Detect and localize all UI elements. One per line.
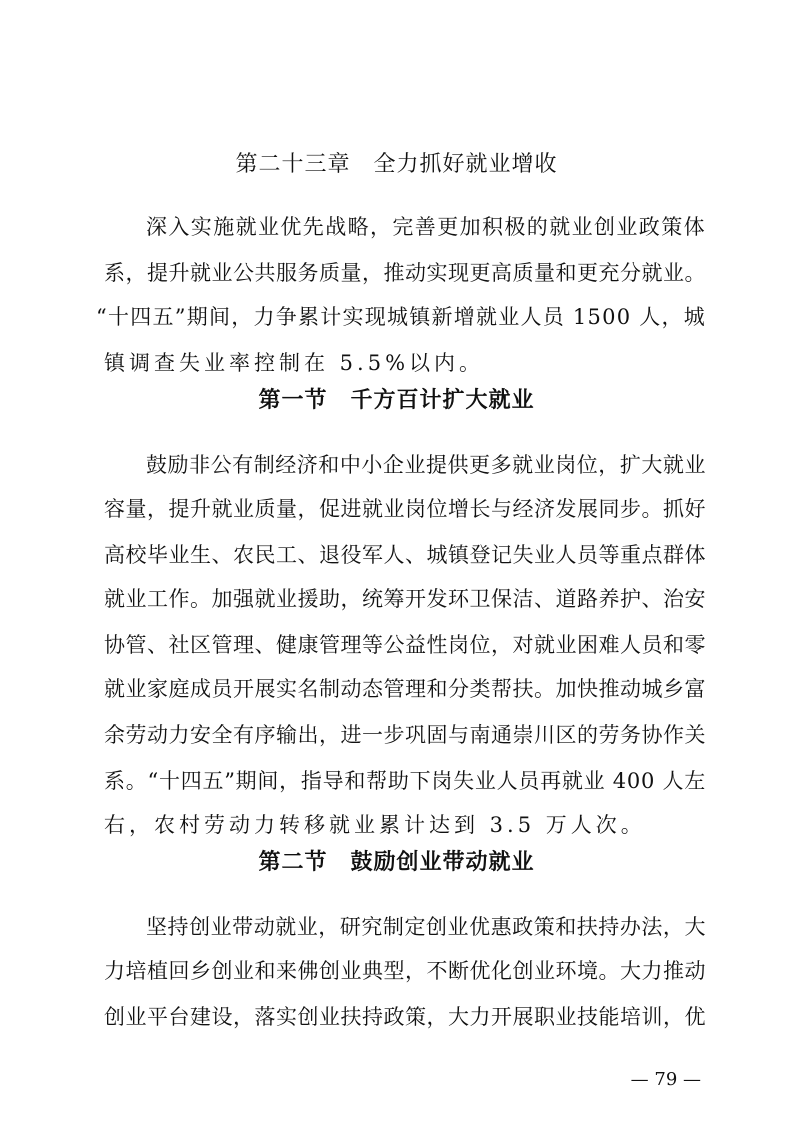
- paragraph-line: 镇调查失业率控制在 5.5%以内。: [104, 351, 485, 375]
- paragraph-line: 高校毕业生、农民工、退役军人、城镇登记失业人员等重点群体: [104, 543, 706, 567]
- chapter-title: 第二十三章 全力抓好就业增收: [235, 152, 558, 177]
- paragraph-line: 坚持创业带动就业，研究制定创业优惠政策和扶持办法，大: [146, 915, 706, 939]
- paragraph-line: 就业家庭成员开展实名制动态管理和分类帮扶。加快推动城乡富: [104, 677, 706, 701]
- paragraph-line: 力培植回乡创业和来佛创业典型，不断优化创业环境。大力推动: [104, 959, 706, 983]
- paragraph-line: 容量，提升就业质量，促进就业岗位增长与经济发展同步。抓好: [104, 497, 706, 521]
- paragraph-line: 深入实施就业优先战略，完善更加积极的就业创业政策体: [146, 215, 706, 239]
- paragraph-line: “十四五”期间，力争累计实现城镇新增就业人员 1500 人，城: [96, 305, 706, 329]
- page-number: — 79 —: [630, 1069, 701, 1090]
- paragraph-line: 协管、社区管理、健康管理等公益性岗位，对就业困难人员和零: [104, 633, 706, 657]
- paragraph-line: 右，农村劳动力转移就业累计达到 3.5 万人次。: [104, 813, 646, 837]
- paragraph-line: 鼓励非公有制经济和中小企业提供更多就业岗位，扩大就业: [146, 453, 706, 477]
- section-title: 第二节 鼓励创业带动就业: [258, 850, 535, 875]
- paragraph-line: 系，提升就业公共服务质量，推动实现更高质量和更充分就业。: [104, 261, 706, 285]
- section-title: 第一节 千方百计扩大就业: [258, 388, 535, 413]
- paragraph-line: 系。“十四五”期间，指导和帮助下岗失业人员再就业 400 人左: [104, 769, 706, 793]
- paragraph-line: 创业平台建设，落实创业扶持政策，大力开展职业技能培训，优: [104, 1005, 706, 1029]
- paragraph-line: 余劳动力安全有序输出，进一步巩固与南通崇川区的劳务协作关: [104, 723, 706, 747]
- paragraph-line: 就业工作。加强就业援助，统筹开发环卫保洁、道路养护、治安: [104, 587, 706, 611]
